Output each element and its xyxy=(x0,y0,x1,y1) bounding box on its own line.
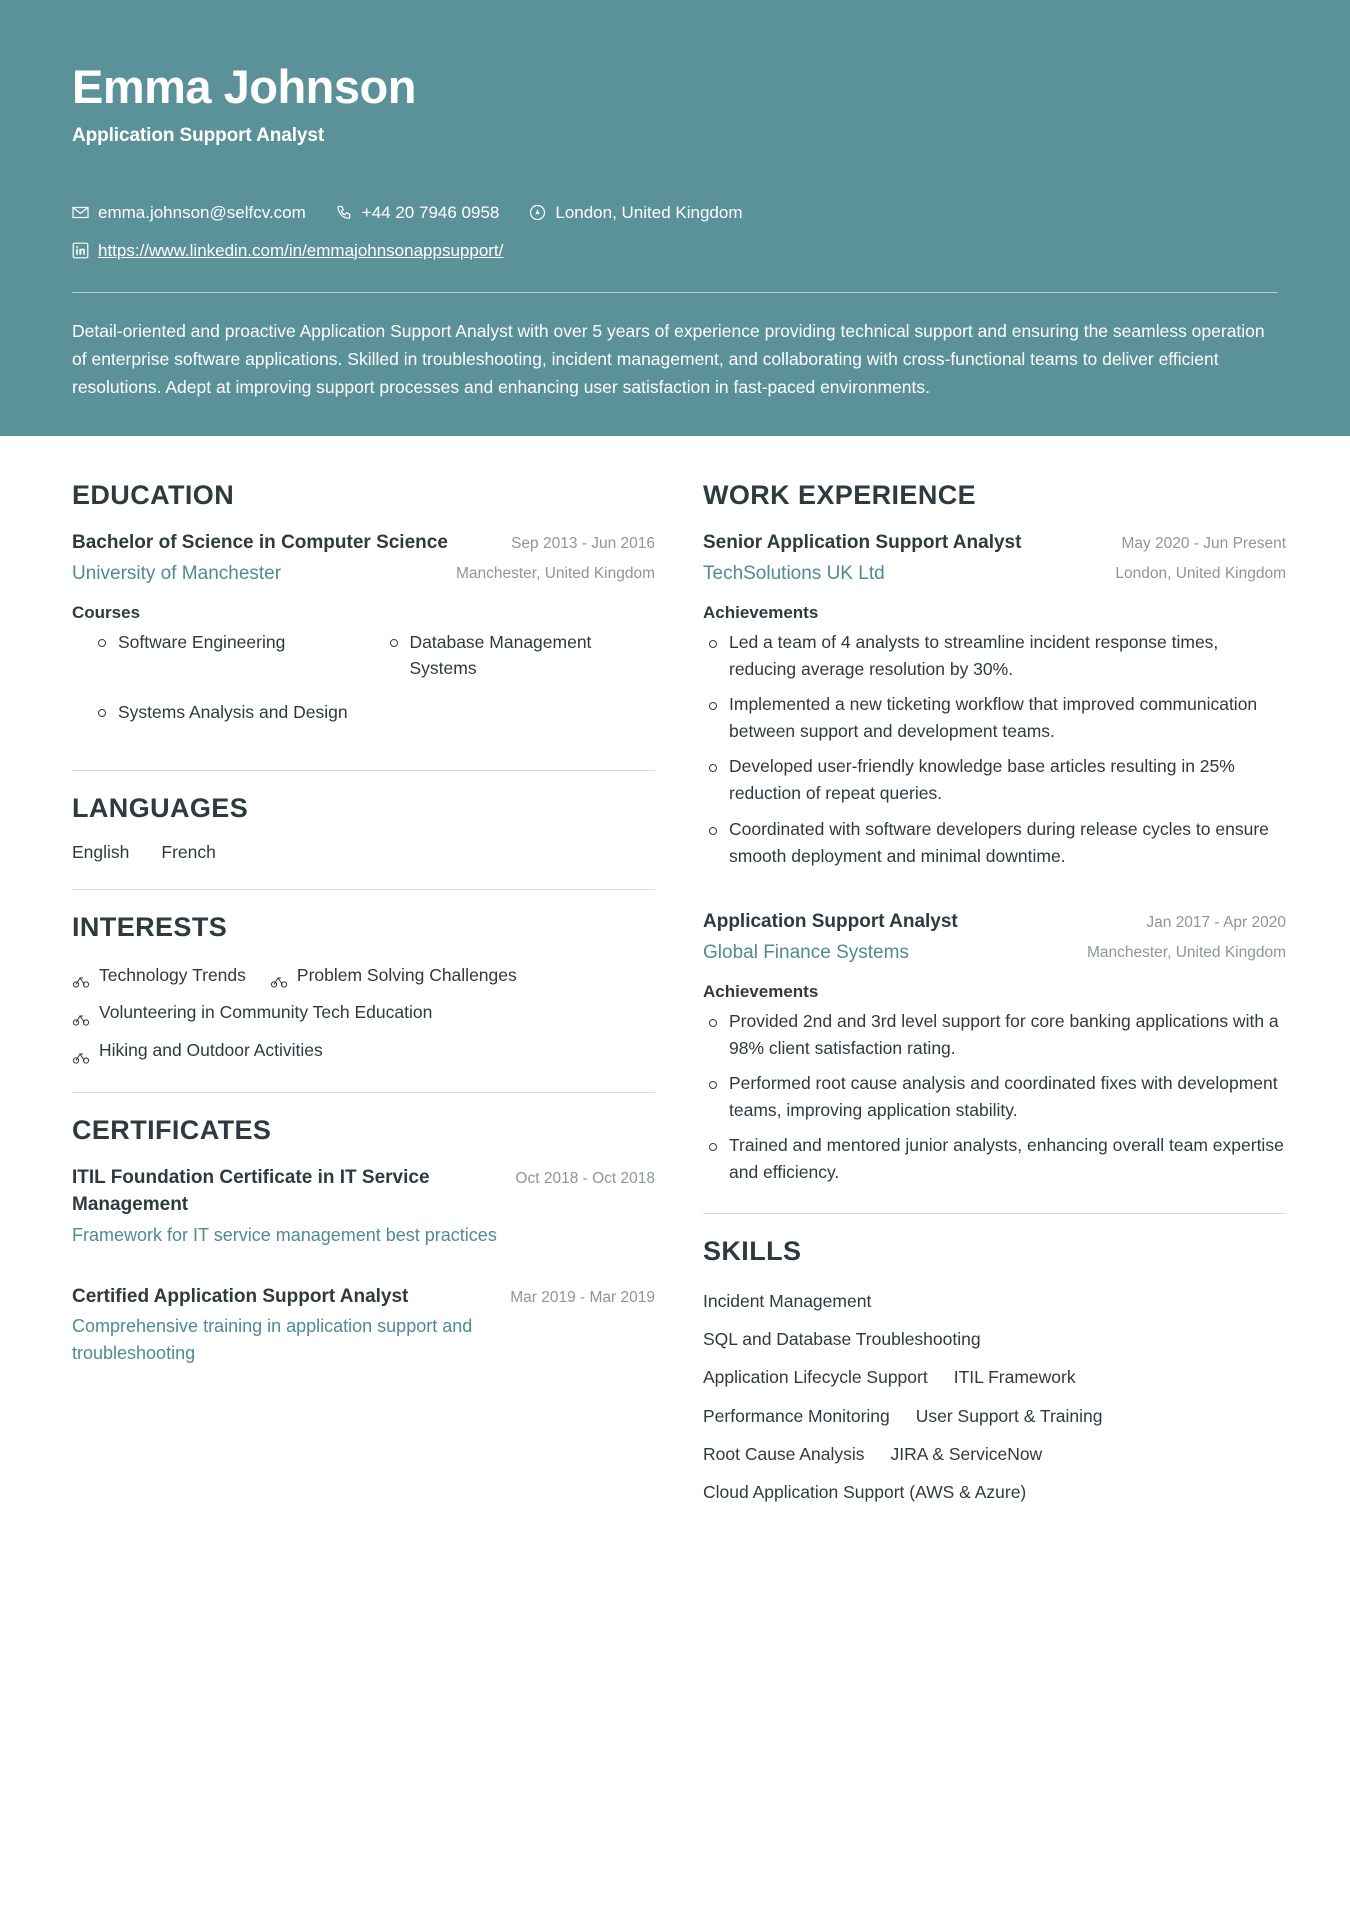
interest-label: Volunteering in Community Tech Education xyxy=(99,1002,433,1023)
education-date: Sep 2013 - Jun 2016 xyxy=(511,534,655,552)
achievements-label: Achievements xyxy=(703,602,819,622)
section-title-skills: SKILLS xyxy=(703,1235,802,1266)
list-item: Provided 2nd and 3rd level support for core banking applications with a 98% client satisfaction rating. xyxy=(703,1008,1286,1062)
header-divider xyxy=(72,292,1278,293)
work-role: Senior Application Support Analyst xyxy=(703,531,1022,553)
section-skills xyxy=(703,1236,1286,1509)
achievements-list xyxy=(703,1008,1286,1187)
list-item: Database Management Systems xyxy=(364,629,656,682)
interest-item xyxy=(72,1036,323,1066)
work-company: TechSolutions UK Ltd xyxy=(703,563,885,585)
achievements-label: Achievements xyxy=(703,981,819,1001)
section-title-education: EDUCATION xyxy=(72,479,235,510)
left-column xyxy=(72,480,655,1388)
interest-item xyxy=(72,961,246,991)
section-title-interests: INTERESTS xyxy=(72,911,228,942)
education-school: University of Manchester xyxy=(72,563,282,585)
interest-icon xyxy=(72,1044,90,1058)
contact-location-text: London, United Kingdom xyxy=(555,203,743,223)
certificate-description: Comprehensive training in application support and troubleshooting xyxy=(72,1316,473,1364)
language-item: English xyxy=(72,841,130,862)
interest-item xyxy=(72,998,432,1028)
divider-interests-certificates xyxy=(72,1092,655,1093)
interest-item xyxy=(270,961,517,991)
section-title-certificates: CERTIFICATES xyxy=(72,1114,272,1145)
contact-row xyxy=(72,199,1278,226)
list-item: Systems Analysis and Design xyxy=(72,699,364,725)
work-entry xyxy=(703,908,1286,1187)
work-entry xyxy=(703,529,1286,870)
divider-work-skills xyxy=(703,1213,1286,1214)
work-date: May 2020 - Jun Present xyxy=(1121,534,1286,552)
skill-item: JIRA & ServiceNow xyxy=(890,1444,1043,1465)
certificate-entry xyxy=(72,1164,655,1249)
skill-item: Application Lifecycle Support xyxy=(703,1367,928,1388)
skill-item: Root Cause Analysis xyxy=(703,1444,865,1465)
contact-linkedin[interactable] xyxy=(72,237,503,264)
candidate-job-title: Application Support Analyst xyxy=(72,125,325,147)
section-title-languages: LANGUAGES xyxy=(72,792,249,823)
divider-education-languages xyxy=(72,770,655,771)
contact-email[interactable] xyxy=(72,199,306,226)
contact-phone[interactable] xyxy=(336,199,500,226)
contact-phone-text: +44 20 7946 0958 xyxy=(361,203,500,223)
skill-item: ITIL Framework xyxy=(953,1367,1076,1388)
interest-icon xyxy=(72,968,90,982)
certificate-name: Certified Application Support Analyst xyxy=(72,1285,409,1307)
list-item: Performed root cause analysis and coordinated fixes with development teams, improving application stability. xyxy=(703,1070,1286,1124)
skills-list xyxy=(703,1285,1223,1509)
skill-item: Incident Management xyxy=(703,1290,872,1311)
courses-label: Courses xyxy=(72,602,141,622)
interest-icon xyxy=(72,1006,90,1020)
resume-body xyxy=(0,436,1350,1577)
list-item: Trained and mentored junior analysts, enhancing overall team expertise and efficiency. xyxy=(703,1132,1286,1186)
list-item: Implemented a new ticketing workflow that improved communication between support and development teams. xyxy=(703,691,1286,745)
mail-icon xyxy=(72,204,89,221)
divider-languages-interests xyxy=(72,889,655,890)
right-column xyxy=(703,480,1286,1517)
linkedin-icon xyxy=(72,242,89,259)
interest-label: Problem Solving Challenges xyxy=(296,964,517,985)
certificate-date: Oct 2018 - Oct 2018 xyxy=(515,1169,655,1187)
certificate-entry xyxy=(72,1283,655,1368)
location-pin-icon xyxy=(529,204,546,221)
work-company: Global Finance Systems xyxy=(703,942,909,964)
interests-list xyxy=(72,961,655,1066)
certificate-name: ITIL Foundation Certificate in IT Service Management xyxy=(72,1166,430,1216)
interest-icon xyxy=(270,968,288,982)
section-languages xyxy=(72,793,655,863)
education-location: Manchester, United Kingdom xyxy=(455,565,655,583)
contact-location xyxy=(529,199,742,226)
certificate-description: Framework for IT service management best practices xyxy=(72,1224,497,1245)
list-item: Coordinated with software developers during release cycles to ensure smooth deployment and minimal downtime. xyxy=(703,816,1286,870)
skill-item: SQL and Database Troubleshooting xyxy=(703,1328,981,1349)
skill-item: User Support & Training xyxy=(915,1405,1103,1426)
interest-label: Hiking and Outdoor Activities xyxy=(99,1040,323,1061)
list-item: Led a team of 4 analysts to streamline incident response times, reducing average resolution by 30%. xyxy=(703,629,1286,683)
section-interests xyxy=(72,912,655,1066)
section-certificates xyxy=(72,1115,655,1368)
interest-label: Technology Trends xyxy=(99,964,246,985)
list-item: Developed user-friendly knowledge base articles resulting in 25% reduction of repeat queries. xyxy=(703,753,1286,807)
courses-list xyxy=(72,629,655,744)
resume-header xyxy=(0,0,1350,436)
contact-linkedin-link[interactable]: https://www.linkedin.com/in/emmajohnsonappsupport/ xyxy=(98,240,504,260)
languages-list xyxy=(72,842,655,863)
contact-row-linkedin xyxy=(72,237,1278,264)
work-role: Application Support Analyst xyxy=(703,910,958,932)
certificate-date: Mar 2019 - Mar 2019 xyxy=(510,1288,655,1306)
skill-item: Cloud Application Support (AWS & Azure) xyxy=(703,1482,1027,1503)
phone-icon xyxy=(336,204,353,221)
skill-item: Performance Monitoring xyxy=(703,1405,890,1426)
candidate-name: Emma Johnson xyxy=(72,60,416,113)
section-education xyxy=(72,480,655,744)
contact-email-text: emma.johnson@selfcv.com xyxy=(98,203,306,223)
list-item: Software Engineering xyxy=(72,629,364,682)
work-location: London, United Kingdom xyxy=(1115,565,1286,583)
education-entry xyxy=(72,529,655,744)
language-item: French xyxy=(161,841,216,862)
achievements-list xyxy=(703,629,1286,870)
work-date: Jan 2017 - Apr 2020 xyxy=(1146,913,1286,931)
section-work-experience xyxy=(703,480,1286,1187)
section-title-work-experience: WORK EXPERIENCE xyxy=(703,479,977,510)
professional-summary: Detail-oriented and proactive Application Support Analyst with over 5 years of experience providing technical support and ensuring the seamless operation of enterprise software applications. Skilled in troubleshooting, incident management, and collaborating with cross-functional teams to deliver efficient resolutions. Adept at improving support processes and enhancing user satisfaction in fast-paced environments. xyxy=(72,320,1265,398)
education-degree: Bachelor of Science in Computer Science xyxy=(72,531,448,553)
work-location: Manchester, United Kingdom xyxy=(1086,944,1286,962)
